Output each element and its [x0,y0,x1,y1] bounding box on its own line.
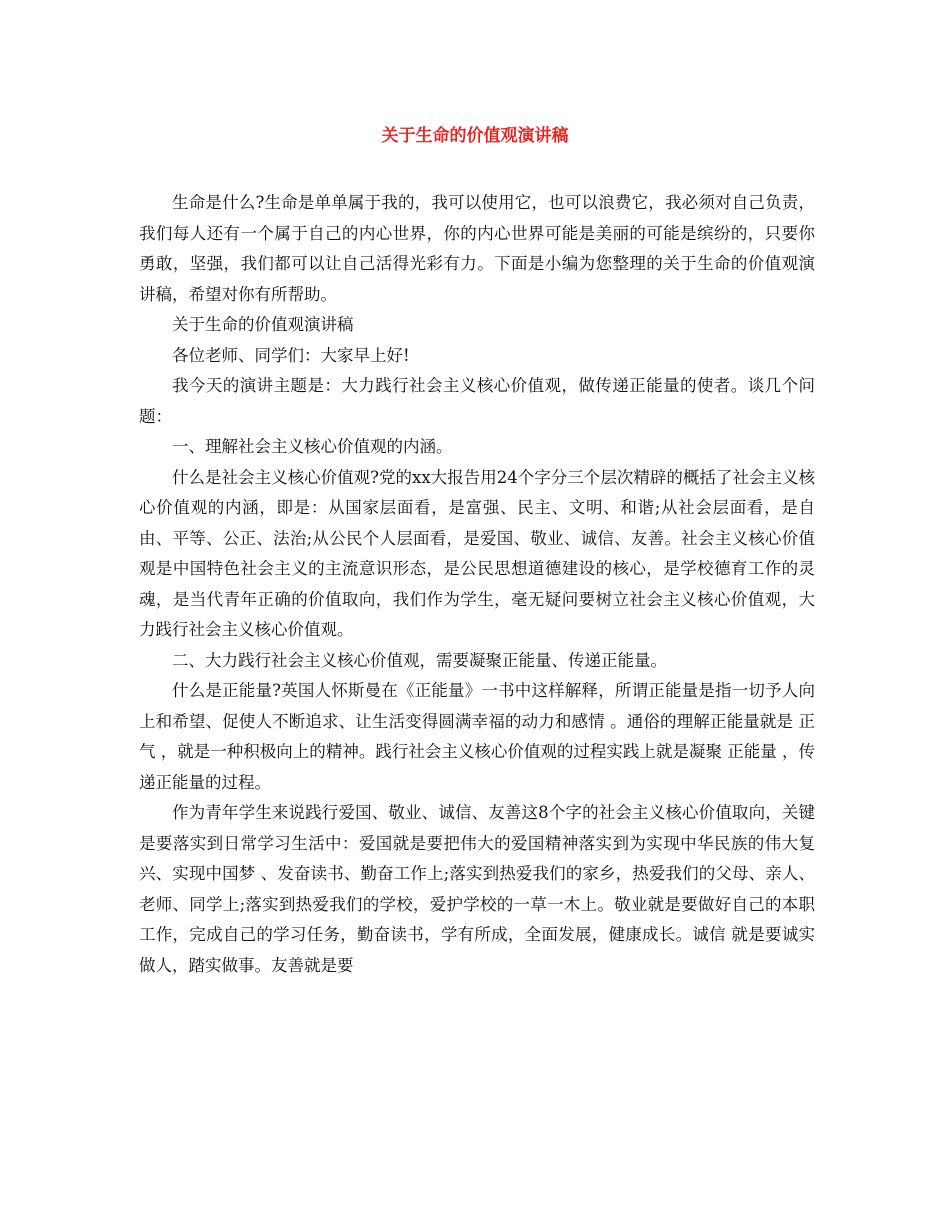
paragraph-section-1-body: 什么是社会主义核心价值观?党的xx大报告用24个字分三个层次精辟的概括了社会主义核心价值观的内涵，即是：从国家层面看，是富强、民主、文明、和谐;从社会层面看，是自由、平等、公正、法治;从公民个人层面看，是爱国、敬业、诚信、友善。社会主义核心价值观是中国特色社会主义的主流意识形态，是公民思想道德建设的核心，是学校德育工作的灵魂，是当代青年正确的价值取向，我们作为学生，毫无疑问要树立社会主义核心价值观，大力践行社会主义核心价值观。 [139,467,815,639]
paragraph-students: 作为青年学生来说践行爱国、敬业、诚信、友善这8个字的社会主义核心价值取向，关键是要落实到日常学习生活中：爱国就是要把伟大的爱国精神落实到为实现中华民族的伟大复兴、实现中国梦 、发奋读书、勤奋工作上;落实到热爱我们的家乡，热爱我们的父母、亲人、老师、同学上;落实到热爱我们的学校，爱护学校的一草一木上。敬业就是要做好自己的本职工作，完成自己的学习任务，勤奋读书，学有所成，全面发展，健康成长。诚信 就是要诚实做人，踏实做事。友善就是要 [139,803,815,975]
document-body [139,188,815,981]
paragraph-speech-heading: 关于生命的价值观演讲稿 [172,315,354,334]
paragraph-greeting: 各位老师、同学们：大家早上好! [172,345,410,365]
paragraph-theme: 我今天的演讲主题是：大力践行社会主义核心价值观，做传递正能量的使者。谈几个问题： [139,376,815,426]
document-title: 关于生命的价值观演讲稿 [381,126,569,146]
paragraph-intro: 生命是什么?生命是单单属于我的，我可以使用它，也可以浪费它，我必须对自己负责，我们每人还有一个属于自己的内心世界，你的内心世界可能是美丽的可能是缤纷的，只要你勇敢，坚强，我们都可以让自己活得光彩有力。下面是小编为您整理的关于生命的价值观演讲稿，希望对你有所帮助。 [139,193,815,304]
paragraph-section-2-heading: 二、大力践行社会主义核心价值观，需要凝聚正能量、传递正能量。 [172,650,667,670]
paragraph-section-1-heading: 一、理解社会主义核心价值观的内涵。 [172,437,453,456]
paragraph-section-2-body: 什么是正能量?英国人怀斯曼在《正能量》一书中这样解释，所谓正能量是指一切予人向上和希望、促使人不断追求、让生活变得圆满幸福的动力和感情 。通俗的理解正能量就是 正气 ，就是一种积极向上的精神。践行社会主义核心价值观的过程实践上就是凝聚 正能量 ，传递正能量的过程。 [139,681,815,792]
